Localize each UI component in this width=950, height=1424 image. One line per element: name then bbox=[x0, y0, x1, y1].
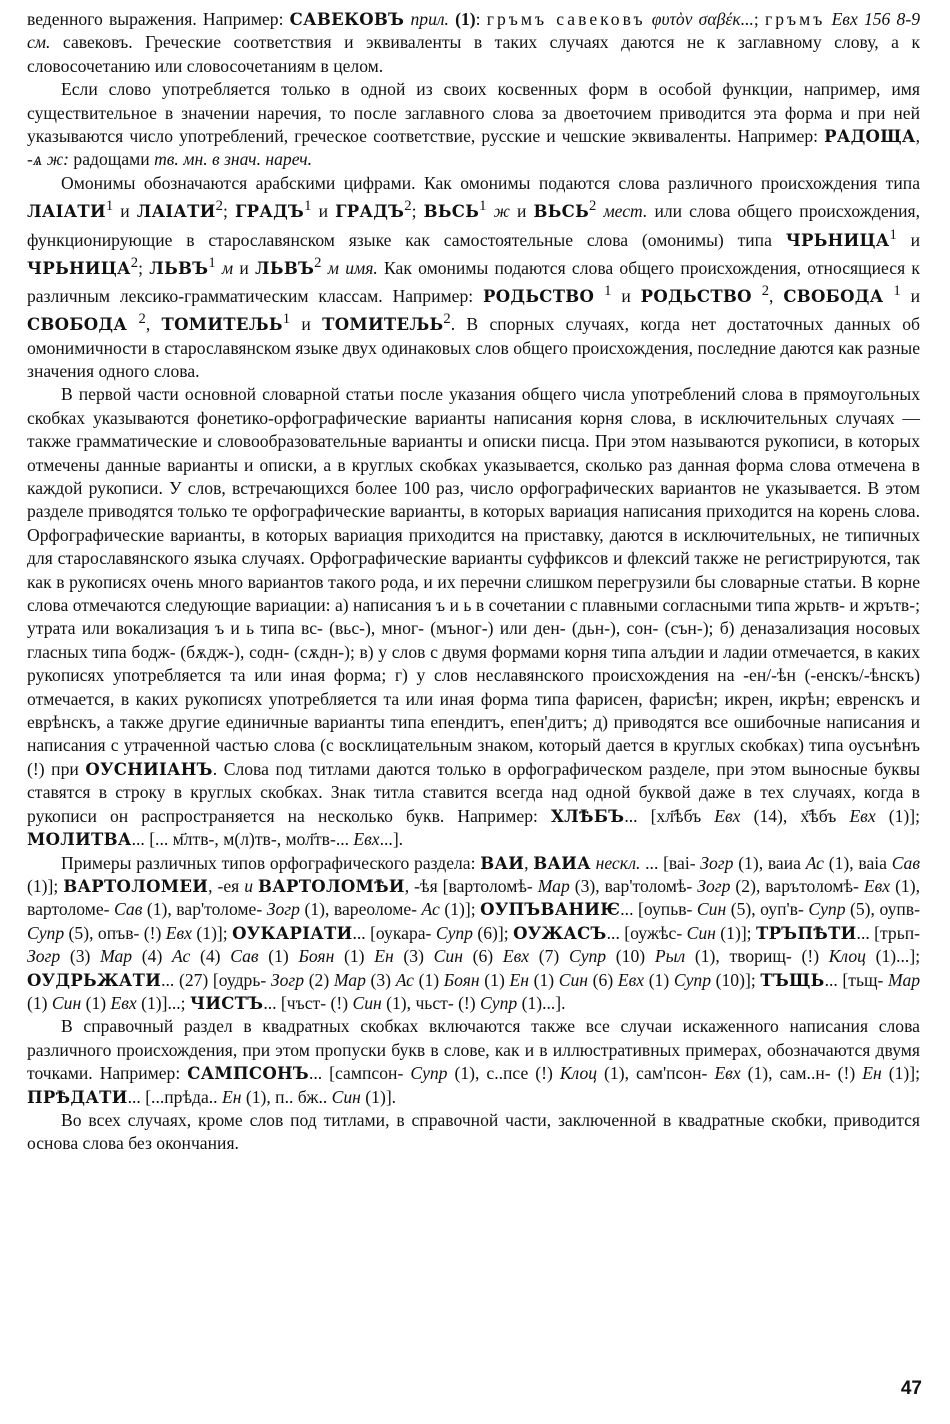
paragraph-4: В первой части основной словарной статьи после указания общего числа употреблений слова в прямоугольных скобках указываются фонетико-орфографические варианты написания корня слова, в исключительных случаях — также грамматические и словообразовательные варианты и описки писца. При этом называются рукописи, в которых отмечены данные варианты и описки, а в круглых скобках указывается, сколько раз данная форма слова отмечена в каждой рукописи. У слов, встречающихся более 100 раз, число орфографических вариантов не указывается. В этом разделе приводятся только те орфографические варианты, в которых вариация написания приходится на корень слова. Орфографические варианты, в которых вариация приходится на приставку, даются в исключительных, не типичных для старославянского языка случаях. Орфографические варианты суффиксов и флексий также не регистрируются, так как в рукописях очень много вариантов такого рода, и их перечни слишком перегрузили бы словарные статьи. В корне слова отмечаются следующие вариации: а) написания ъ и ь в сочетании с плавными согласными типа жрьтв- и жрътв-; утрата или вокализация ъ и ь типа вс- (вьс-), мног- (мъног-) или ден- (дьн-), сон- (сън-); б) деназализация носовых гласных типа бодж- (бѫдж-), содн- (сѫдн-); в) у слов с двумя формами корня типа алъдии и ладии отмечается, в каких рукописях употребляется та или иная форма; г) у слов неславянского происхождения на -ен/-ѣн (-енскъ/-ѣнскъ) отмечается, в каких рукописях употребляется та или иная форма типа фарисен, фарисѣн; икрен, икрѣн; евренскъ и еврѣнскъ, а также другие единичные варианты типа епендитъ, епен'дитъ; д) приводятся все ошибочные написания и написания с утраченной частью слова (с восклицательным знаком, который дается в круглых скобках) типа оусънѣнъ (!) при ОУСНИІАНЪ. Слова под титлами даются только в орфографическом разделе, при этом выносные буквы ставятся в строку в круглых скобках. Знак титла ставится всегда над одной буквой даже в тех случаях, когда в рукописи он распространяется на несколько букв. Например: ХЛѢБЪ... [хл҃ѣбъ Евх (14), х҃ѣбъ Евх (1)]; МОЛИТВА... [... м҃лтв-, м(л)тв-, мол҃тв-... Евх...]. bbox=[27, 384, 920, 850]
paragraph-6: В справочный раздел в квадратных скобках включаются также все случаи искаженного написания слова различного происхождения, при этом пропуски букв в слове, как и в иллюстративных примерах, обозначаются двумя точками. Например: САМПСОНЪ... [сампсон- Супр (1), с..псе (!) Клоц (1), сам'псон- Евх (1), сам..н- (!) Ен (1)]; ПРѢДАТИ... [...прѣда.. Ен (1), п.. бж.. Син (1)]. bbox=[27, 1016, 920, 1107]
headword-savekov: САВЕКОВЪ bbox=[289, 10, 405, 29]
paragraph-1: веденного выражения. Например: САВЕКОВЪ прил. (1): гръмъ савековъ φυτὸν σαβέκ...; гръмъ Евх 156 8-9 см. савековъ. Греческие соответствия и эквиваленты в таких случаях даются не к заглавному слову, а к словосочетанию или словосочетаниям в целом. bbox=[27, 9, 920, 76]
paragraph-7: Во всех случаях, кроме слов под титлами, в справочной части, заключенной в квадратные скобки, приводится основа слова без окончания. bbox=[27, 1109, 920, 1154]
paragraph-3: Омонимы обозначаются арабскими цифрами. Как омонимы подаются слова различного происхождения типа ЛАІАТИ$^1$ и ЛАІАТИ$^2$; ГРАДЪ$^1$ и ГРАДЪ$^2$; ВЬСЬ$^1$ ж и ВЬСЬ$^2$ мест. или слова общего происхождения, функционирующие в старославянском языке как самостоятельные слова (омонимы) типа ЧРЬНИЦА$^1$ и ЧРЬНИЦА$^2$; ЛЬВЪ$^1$ м и ЛЬВЪ$^2$ м имя. Как омонимы подаются слова общего происхождения, относящиеся к различным лексико-грамматическим классам. Например: РОДЬСТВО $^1$ и РОДЬСТВО $^2$, СВОБОДА $^1$ и СВОБОДА $^2$, ТОМИТЕЉЬ$^1$ и ТОМИТЕЉЬ$^2$. В спорных случаях, когда нет достаточных данных об омонимичности в старославянском языке двух одинаковых слов общего происхождения, последние даются как разные значения одного слова. bbox=[27, 172, 921, 381]
dictionary-page-text bbox=[27, 8, 920, 1156]
headword-radoshta: РАДОЩА bbox=[824, 127, 916, 147]
paragraph-5: Примеры различных типов орфографического раздела: ВАИ, ВАИА нескл. ... [ваі- Зогр (1), ваиа Ас (1), ваіа Сав (1)]; ВАРТОЛОМЕИ, -ея и ВАРТОЛОМѢИ, -ѣя [вартоломѣ- Мар (3), вар'толомѣ- Зогр (2), варътоломѣ- Евх (1), вартоломе- Сав (1), вар'толоме- Зогр (1), вареоломе- Ас (1)]; ОУПЪВАНИѤ... [оупьв- Син (5), оуп'в- Супр (5), оупв- Супр (5), опъв- (!) Евх (1)]; ОУКАРІАТИ... [оукара- Супр (6)]; ОУЖАСЪ... [оужѣс- Син (1)]; ТРЪПѢТИ... [трьп- Зогр (3) Мар (4) Ас (4) Сав (1) Боян (1) Ен (3) Син (6) Евх (7) Супр (10) Рыл (1), творищ- (!) Клоц (1)...]; ОУДРЬЖАТИ... (27) [оудрь- Зогр (2) Мар (3) Ас (1) Боян (1) Ен (1) Син (6) Евх (1) Супр (10)]; ТЪЩЬ... [тьщ- Мар (1) Син (1) Евх (1)]...; ЧИСТЪ... [чъст- (!) Син (1), чьст- (!) Супр (1)...]. bbox=[27, 852, 921, 1013]
page-number: 47 bbox=[900, 1378, 922, 1399]
paragraph-2: Если слово употребляется только в одной из своих косвенных форм в особой функции, например, имя существительное в значении наречия, то после заглавного слова за двоеточием приводится эта форма и при ней указываются число употреблений, греческое соответствие, русские и чешские эквиваленты. Например: РАДОЩА, -ѧ ж: радощами тв. мн. в знач. нареч. bbox=[27, 79, 920, 170]
